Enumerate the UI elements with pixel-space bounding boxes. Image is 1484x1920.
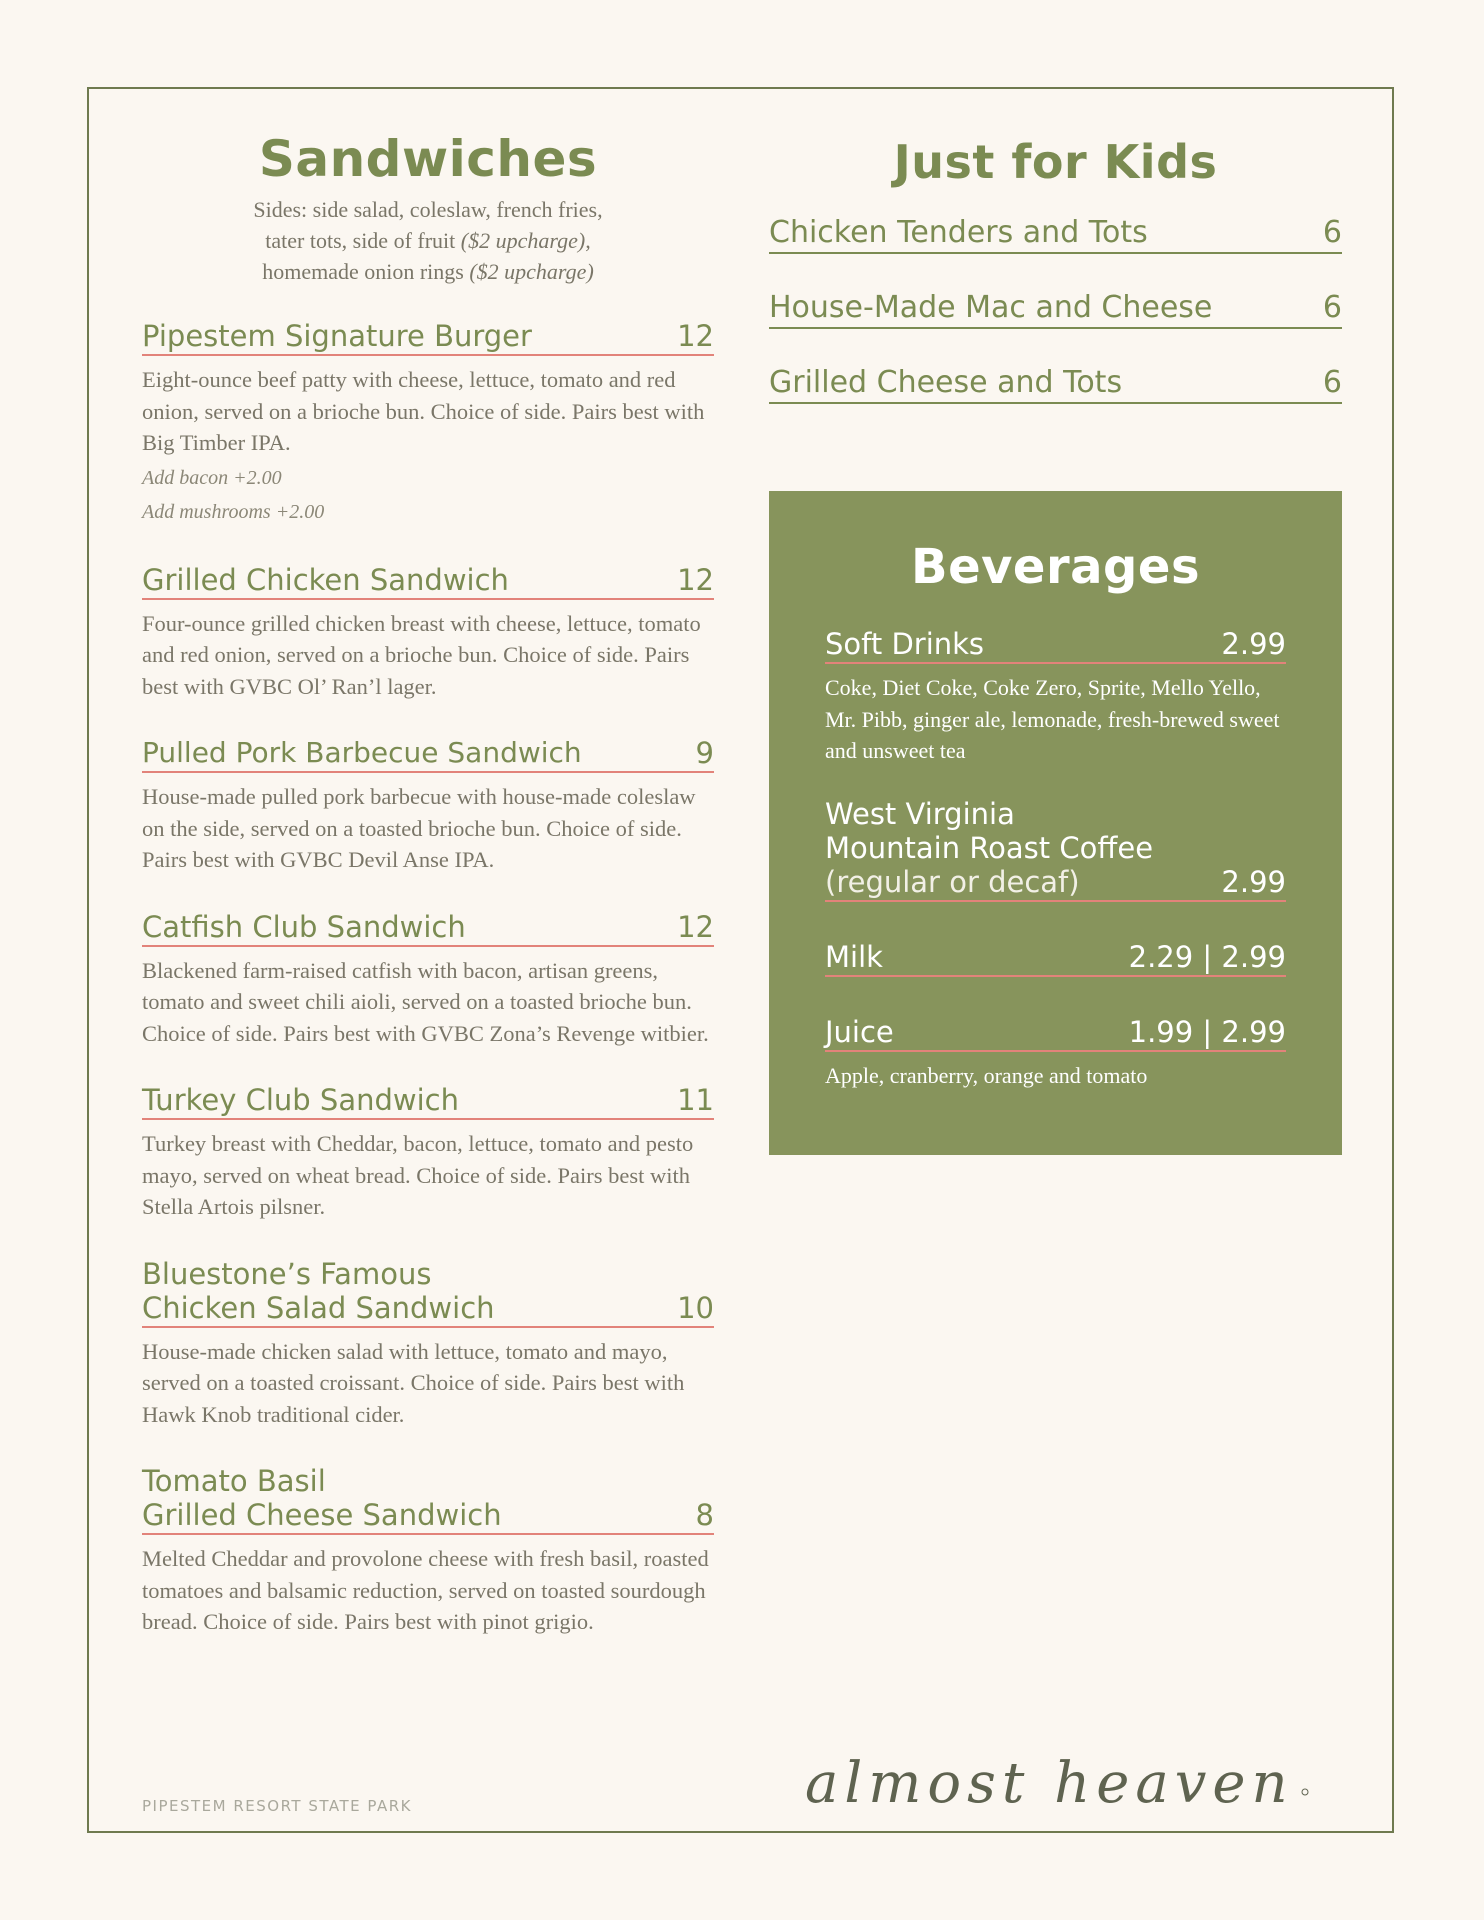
menu-item-price: 12 bbox=[677, 319, 714, 353]
menu-item bbox=[142, 736, 714, 876]
menu-item-price: 10 bbox=[677, 1290, 714, 1325]
kids-item bbox=[769, 215, 1342, 254]
menu-item-description: Eight-ounce beef patty with cheese, lettuce, tomato and red onion, served on a brioche bun. Choice of side. Pairs best with Big Timber IPA. bbox=[142, 367, 705, 455]
menu-item bbox=[142, 319, 714, 529]
beverage-description: Apple, cranberry, orange and tomato bbox=[825, 1062, 1148, 1088]
kids-title: Just for Kids bbox=[893, 135, 1218, 189]
upcharge-note: ($2 upcharge), bbox=[460, 228, 591, 253]
menu-item-name: Grilled Chicken Sandwich bbox=[142, 562, 509, 597]
menu-item-price: 9 bbox=[695, 736, 714, 770]
sides-line-3 bbox=[142, 256, 714, 287]
menu-item bbox=[142, 910, 714, 1050]
menu-item-name: Pipestem Signature Burger bbox=[142, 319, 532, 353]
menu-item-price: 11 bbox=[677, 1083, 714, 1117]
menu-item-header bbox=[142, 1083, 714, 1120]
beverage-item bbox=[825, 1015, 1286, 1092]
menu-item-name: Pulled Pork Barbecue Sandwich bbox=[142, 736, 582, 769]
kids-item-price: 6 bbox=[1322, 215, 1342, 250]
menu-item-header bbox=[142, 319, 714, 356]
beverage-header bbox=[825, 1015, 1286, 1052]
footer-park-name: PIPESTEM RESORT STATE PARK bbox=[142, 1797, 412, 1815]
menu-item-price: 8 bbox=[695, 1498, 714, 1532]
menu-item-name: Turkey Club Sandwich bbox=[142, 1083, 459, 1117]
kids-item-price: 6 bbox=[1322, 365, 1342, 400]
menu-item-header bbox=[142, 1257, 714, 1328]
beverage-price: 2.99 bbox=[1221, 627, 1286, 661]
menu-item-description: House-made chicken salad with lettuce, tomato and mayo, served on a toasted croissant. Choice of side. Pairs best with Hawk Knob traditional cider. bbox=[142, 1338, 685, 1427]
beverage-price: 2.29 | 2.99 bbox=[1128, 939, 1286, 974]
menu-item-description: Four-ounce grilled chicken breast with cheese, lettuce, tomato and red onion, served on a brioche bun. Choice of side. Pairs best with GVBC Ol’ Ran’l lager. bbox=[142, 610, 701, 699]
menu-item bbox=[142, 1464, 714, 1638]
kids-item-name: Grilled Cheese and Tots bbox=[769, 365, 1123, 400]
menu-item-name: Catfish Club Sandwich bbox=[142, 909, 466, 944]
menu-item-name: Tomato Basil Grilled Cheese Sandwich bbox=[142, 1464, 502, 1532]
sides-line-2 bbox=[142, 225, 714, 256]
beverage-price: 1.99 | 2.99 bbox=[1128, 1014, 1286, 1049]
kids-section bbox=[769, 135, 1342, 404]
menu-item-description: Melted Cheddar and provolone cheese with fresh basil, roasted tomatoes and balsamic reduction, served on toasted sourdough bread. Choice of side. Pairs best with pinot grigio. bbox=[142, 1546, 709, 1634]
kids-list bbox=[769, 215, 1342, 404]
beverage-header bbox=[825, 865, 1286, 902]
beverage-header bbox=[825, 627, 1286, 664]
menu-item-header bbox=[142, 736, 714, 773]
menu-item bbox=[142, 1257, 714, 1431]
menu-item-addon: Add mushrooms +2.00 bbox=[142, 500, 325, 523]
sides-text: homemade onion rings bbox=[262, 259, 470, 284]
menu-item-price: 12 bbox=[677, 562, 714, 597]
beverage-item bbox=[825, 797, 1286, 902]
kids-item bbox=[769, 365, 1342, 404]
beverage-header bbox=[825, 940, 1286, 977]
sides-line-1: Sides: side salad, coleslaw, french fries, bbox=[253, 197, 603, 222]
beverage-name: Milk bbox=[825, 939, 883, 974]
menu-item-description: Turkey breast with Cheddar, bacon, lettuce, tomato and pesto mayo, served on wheat bread. Choice of side. Pairs best with Stella Artois pilsner. bbox=[142, 1131, 694, 1219]
sides-text: tater tots, side of fruit bbox=[265, 228, 461, 253]
sandwiches-section bbox=[142, 130, 714, 1638]
beverage-variant: (regular or decaf) bbox=[825, 864, 1080, 899]
beverage-name-line-2: Mountain Roast Coffee bbox=[825, 830, 1154, 865]
menu-item bbox=[142, 563, 714, 703]
sandwiches-title: Sandwiches bbox=[258, 130, 598, 188]
kids-item-name: House-Made Mac and Cheese bbox=[769, 290, 1213, 325]
menu-item-description: Blackened farm-raised catfish with bacon, artisan greens, tomato and sweet chili aioli, served on a toasted brioche bun. Choice of side. Pairs best with GVBC Zona’s Revenge witbier. bbox=[142, 957, 709, 1046]
menu-item-description: House-made pulled pork barbecue with house-made coleslaw on the side, served on a toasted brioche bun. Choice of side. Pairs best with GVBC Devil Anse IPA. bbox=[142, 784, 696, 872]
beverage-description: Coke, Diet Coke, Coke Zero, Sprite, Mello Yello, Mr. Pibb, ginger ale, lemonade, fresh-brewed sweet and unsweet tea bbox=[825, 675, 1280, 763]
beverages-panel bbox=[769, 491, 1342, 1155]
menu-item bbox=[142, 1083, 714, 1223]
upcharge-note: ($2 upcharge) bbox=[469, 259, 594, 284]
kids-item-price: 6 bbox=[1322, 290, 1342, 325]
menu-item-price: 12 bbox=[677, 909, 714, 944]
beverage-name: Soft Drinks bbox=[825, 627, 985, 661]
almost-heaven-signature bbox=[800, 1742, 1320, 1822]
menu-item-header bbox=[142, 1464, 714, 1535]
menu-item-name: Bluestone’s Famous Chicken Salad Sandwich bbox=[142, 1256, 495, 1325]
kids-item-name: Chicken Tenders and Tots bbox=[769, 215, 1148, 250]
beverage-name: West Virginia bbox=[825, 796, 1015, 831]
beverages-title: Beverages bbox=[910, 539, 1201, 595]
sides-note bbox=[142, 194, 714, 287]
kids-item bbox=[769, 290, 1342, 329]
svg-text:almost heaven: almost heaven bbox=[805, 1751, 1294, 1816]
beverage-item bbox=[825, 940, 1286, 977]
beverage-price: 2.99 bbox=[1221, 864, 1286, 899]
menu-item-addon: Add bacon +2.00 bbox=[142, 466, 282, 489]
beverage-item bbox=[825, 627, 1286, 767]
menu-item-header bbox=[142, 910, 714, 947]
beverage-name: Juice bbox=[825, 1014, 894, 1049]
menu-item-header bbox=[142, 563, 714, 600]
